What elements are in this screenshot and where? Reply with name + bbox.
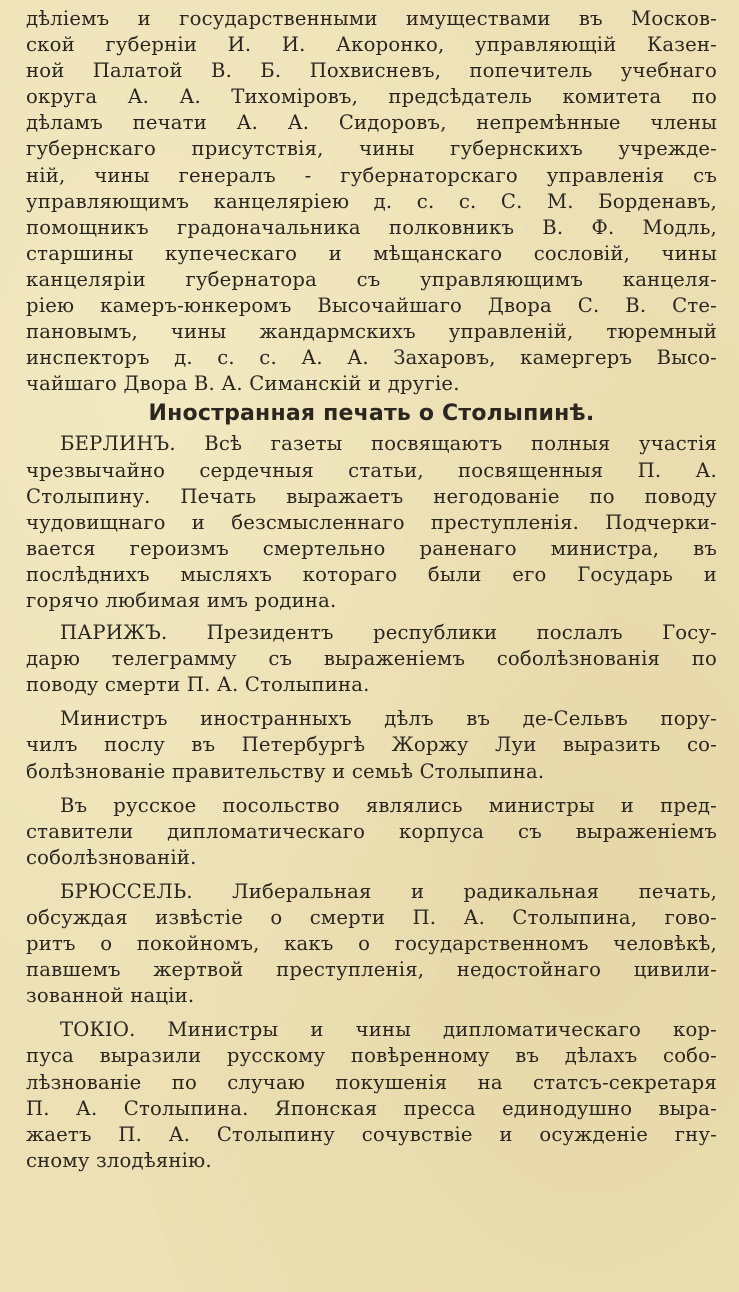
paragraph-embassy [26, 793, 717, 871]
text-line: ній, чины генералъ - губернаторскаго управленія съ [26, 163, 717, 187]
text-line: губернскаго присутствія, чины губернскихъ учрежде- [26, 137, 717, 161]
text-line: БРЮССЕЛЬ. Либеральная и радикальная печать, [60, 879, 717, 903]
text-line: болѣзнованіе правительству и семьѣ Столыпина. [26, 759, 545, 783]
text-line: чудовищнаго и безсмысленнаго преступленія. Подчерки- [26, 510, 717, 534]
text-line: лѣзнованіе по случаю покушенія на статсъ-секретаря [26, 1070, 717, 1094]
text-line: канцеляріи губернатора съ управляющимъ канцеля- [26, 267, 717, 291]
text-line: ТОКІО. Министры и чины дипломатическаго кор- [60, 1018, 717, 1042]
text-line: ритъ о покойномъ, какъ о государственномъ человѣкѣ, [26, 932, 717, 956]
text-line: послѣднихъ мысляхъ котораго были его Государь и [26, 562, 717, 586]
text-line: Столыпину. Печать выражаетъ негодованіе по поводу [26, 484, 717, 508]
intro-paragraph [26, 6, 717, 397]
paragraph-brussels [26, 879, 717, 1009]
paragraph-minister [26, 706, 717, 784]
text-line: горячо любимая имъ родина. [26, 588, 337, 612]
text-line: вается героизмъ смертельно раненаго министра, въ [26, 536, 717, 560]
text-line: БЕРЛИНЪ. Всѣ газеты посвящаютъ полныя участія [60, 432, 717, 456]
text-line: дѣліемъ и государственными имуществами въ Москов- [26, 7, 717, 30]
text-line: дѣламъ печати А. А. Сидоровъ, непремѣнные члены [26, 111, 717, 135]
text-line: ной Палатой В. Б. Похвисневъ, попечитель учебнаго [26, 59, 717, 83]
text-line: зованной націи. [26, 984, 195, 1008]
paragraph-paris [26, 620, 717, 698]
text-line: чилъ послу въ Петербургѣ Жоржу Луи выразить со- [26, 733, 717, 757]
text-line: управляющимъ канцеляріею д. с. с. С. М. Борденавъ, [26, 189, 717, 213]
text-line: ставители дипломатическаго корпуса съ выраженіемъ [26, 819, 717, 843]
text-line: Министръ иностранныхъ дѣлъ въ де-Сельвъ пору- [60, 707, 717, 731]
text-line: пуса выразили русскому повѣренному въ дѣлахъ собо- [26, 1044, 717, 1068]
text-line: ПАРИЖЪ. Президентъ республики послалъ Госу- [60, 621, 717, 645]
text-line: ріею камеръ-юнкеромъ Высочайшаго Двора С. В. Сте- [26, 294, 717, 318]
text-line: Въ русское посольство являлись министры и пред- [60, 793, 717, 817]
text-line: пановымъ, чины жандармскихъ управленій, тюремный [26, 320, 717, 344]
paragraph-tokyo [26, 1017, 717, 1174]
text-line: старшины купеческаго и мѣщанскаго сословій, чины [26, 241, 717, 265]
text-line: чрезвычайно сердечныя статьи, посвященныя П. А. [26, 458, 717, 482]
text-line: округа А. А. Тихоміровъ, предсѣдатель комитета по [26, 85, 717, 109]
text-line: ской губерніи И. И. Акоронко, управляющій Казен- [26, 33, 717, 57]
text-line: инспекторъ д. с. с. А. А. Захаровъ, камергеръ Высо- [26, 346, 717, 370]
text-line: дарю телеграмму съ выраженіемъ соболѣзнованія по [26, 647, 717, 671]
text-line: сному злодѣянію. [26, 1148, 212, 1172]
text-line: павшемъ жертвой преступленія, недостойнаго цивили- [26, 958, 717, 982]
article-heading: Иностранная печать о Столыпинѣ. [148, 401, 595, 427]
text-line: соболѣзнованій. [26, 845, 197, 869]
text-line: чайшаго Двора В. А. Симанскій и другіе. [26, 372, 460, 396]
text-line: помощникъ градоначальника полковникъ В. Ф. Модль, [26, 215, 717, 239]
text-line: П. А. Столыпина. Японская пресса единодушно выра- [26, 1096, 717, 1120]
text-line: поводу смерти П. А. Столыпина. [26, 673, 370, 697]
text-line: обсуждая извѣстіе о смерти П. А. Столыпина, гово- [26, 906, 717, 929]
text-line: жаетъ П. А. Столыпину сочувствіе и осужденіе гну- [26, 1122, 717, 1146]
paragraph-berlin [26, 431, 717, 614]
